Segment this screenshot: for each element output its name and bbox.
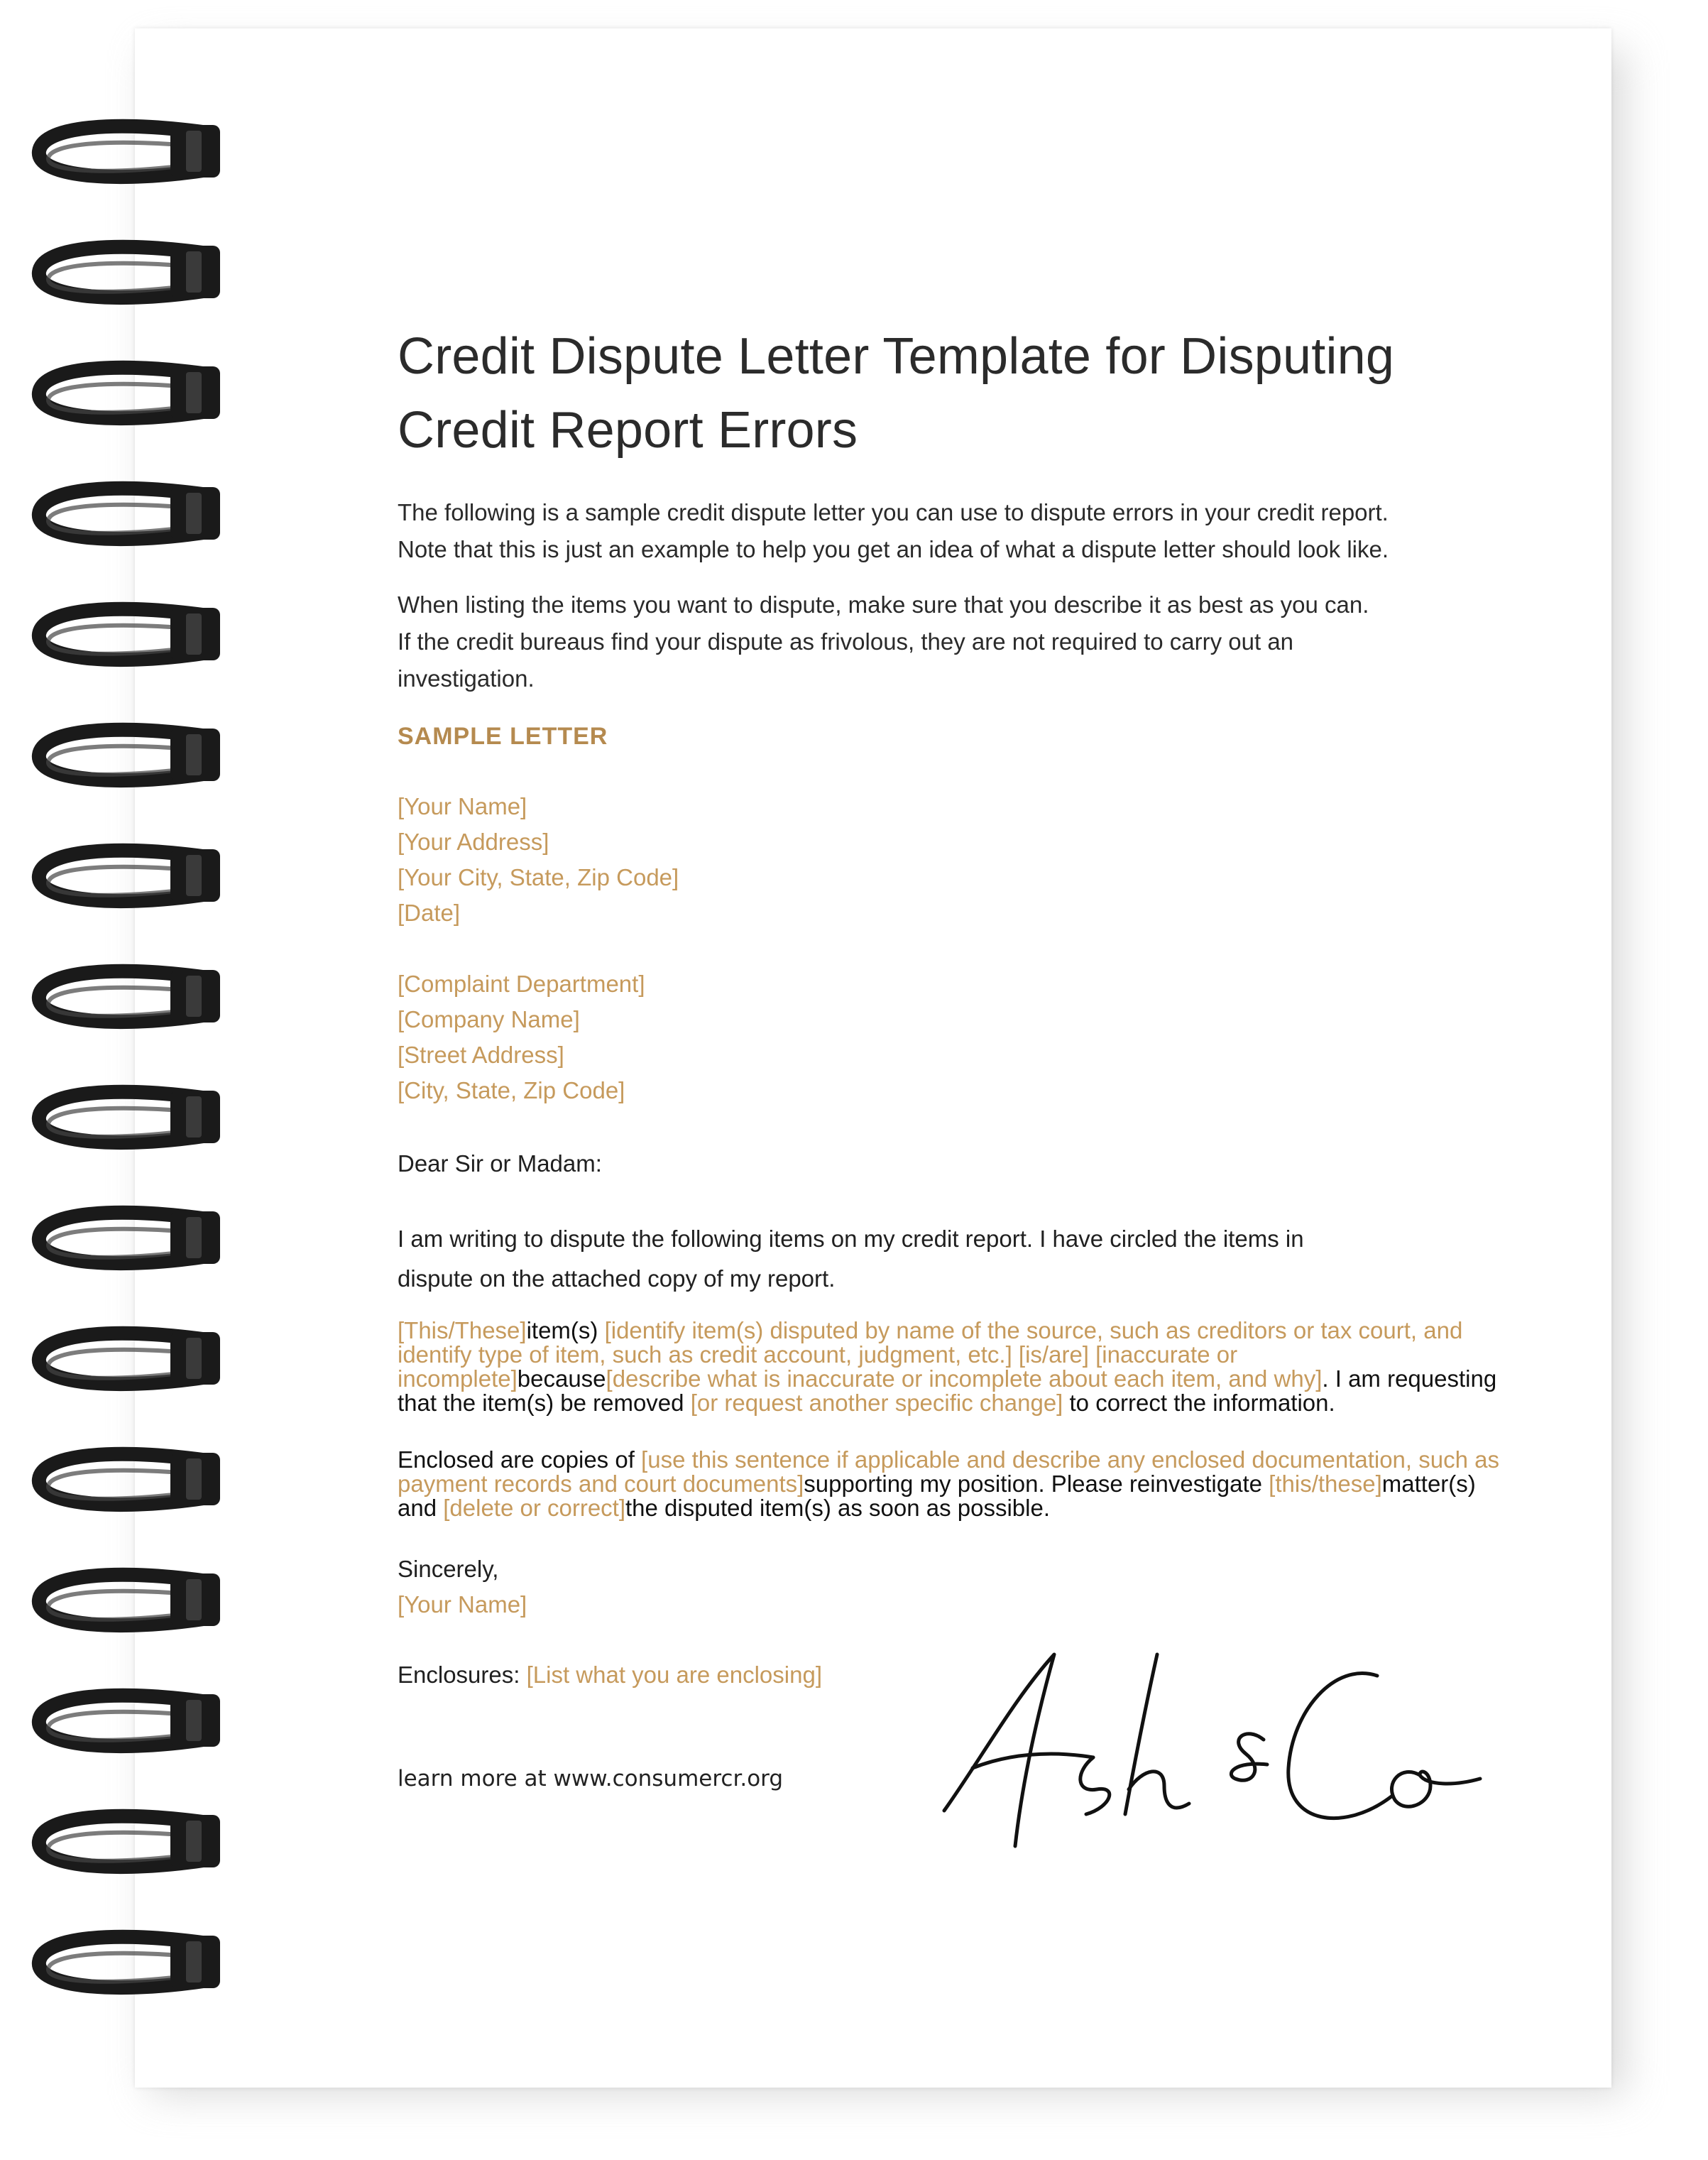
signature-logo	[930, 1633, 1498, 1853]
sender-block	[398, 789, 1505, 931]
sender-name: [Your Name]	[398, 793, 527, 819]
spiral-binding-icon	[0, 0, 241, 2160]
intro-section	[398, 494, 1505, 697]
para2-text-requesting: . I am requesting that the item(s) be removed	[398, 1365, 1497, 1416]
letter-paragraph-1	[398, 1219, 1505, 1299]
closing-sincerely: Sincerely,	[398, 1556, 499, 1582]
para2-text-item: item(s)	[526, 1317, 605, 1343]
recipient-company: [Company Name]	[398, 1006, 580, 1032]
intro-p1-line-2: Note that this is just an example to help you get an idea of what a dispute letter should look like.	[398, 536, 1389, 562]
intro-paragraph-2	[398, 587, 1505, 697]
intro-paragraph-1	[398, 494, 1505, 568]
letter-paragraph-3	[398, 1448, 1505, 1520]
placeholder-delete-correct: [delete or correct]	[443, 1495, 626, 1521]
enclosures-label: Enclosures:	[398, 1662, 527, 1688]
para1-line-1: I am writing to dispute the following items on my credit report. I have circled the items in	[398, 1226, 1304, 1252]
para3-text-enclosed: Enclosed are copies of	[398, 1446, 642, 1473]
placeholder-this-these-lower: [this/these]	[1269, 1471, 1382, 1497]
enclosures-placeholder: [List what you are enclosing]	[526, 1662, 822, 1688]
para2-text-correct: to correct the information.	[1063, 1390, 1335, 1416]
intro-p2-line-2: If the credit bureaus find your dispute as frivolous, they are not required to carry out an	[398, 628, 1294, 655]
letter-paragraph-2	[398, 1319, 1505, 1415]
recipient-street: [Street Address]	[398, 1042, 564, 1068]
recipient-block	[398, 966, 1505, 1108]
footer-website: learn more at www.consumercr.org	[398, 1766, 784, 1791]
intro-p1-line-1: The following is a sample credit dispute letter you can use to dispute errors in your credit report.	[398, 499, 1389, 525]
closing-your-name: [Your Name]	[398, 1591, 527, 1618]
para3-text-supporting: supporting my position. Please reinvestigate	[804, 1471, 1269, 1497]
sender-date: [Date]	[398, 900, 461, 926]
title-line-2: Credit Report Errors	[398, 402, 858, 459]
sender-address: [Your Address]	[398, 829, 549, 855]
placeholder-identify-items: [identify item(s) disputed by name of the source, such as creditors or tax court, and identify type of item, such as credit account, judgment, etc.] [is/are] [inaccurate or incomplete]	[398, 1317, 1463, 1392]
sample-letter-heading: SAMPLE LETTER	[398, 723, 608, 750]
placeholder-this-these: [This/These]	[398, 1317, 527, 1343]
para3-text-disputed: the disputed item(s) as soon as possible.	[625, 1495, 1050, 1521]
para3-text-matter: matter(s) and	[398, 1471, 1476, 1521]
letter-content	[398, 320, 1505, 1791]
placeholder-request-change: [or request another specific change]	[690, 1390, 1063, 1416]
placeholder-describe-inaccuracy: [describe what is inaccurate or incomplete about each item, and why]	[606, 1365, 1323, 1392]
recipient-city-state-zip: [City, State, Zip Code]	[398, 1077, 625, 1103]
document-title	[398, 320, 1505, 467]
notebook-page	[135, 28, 1611, 2088]
intro-p2-line-1: When listing the items you want to dispute, make sure that you describe it as best as you can.	[398, 591, 1369, 618]
salutation: Dear Sir or Madam:	[398, 1150, 602, 1177]
closing-block	[398, 1551, 1505, 1622]
title-line-1: Credit Dispute Letter Template for Disputing	[398, 328, 1395, 385]
recipient-department: [Complaint Department]	[398, 971, 645, 997]
intro-p2-line-3: investigation.	[398, 665, 535, 692]
para2-text-because: because	[517, 1365, 606, 1392]
placeholder-documentation: [use this sentence if applicable and describe any enclosed documentation, such as payment records and court documents]	[398, 1446, 1499, 1497]
para1-line-2: dispute on the attached copy of my report.	[398, 1265, 836, 1292]
sender-city-state-zip: [Your City, State, Zip Code]	[398, 864, 679, 890]
